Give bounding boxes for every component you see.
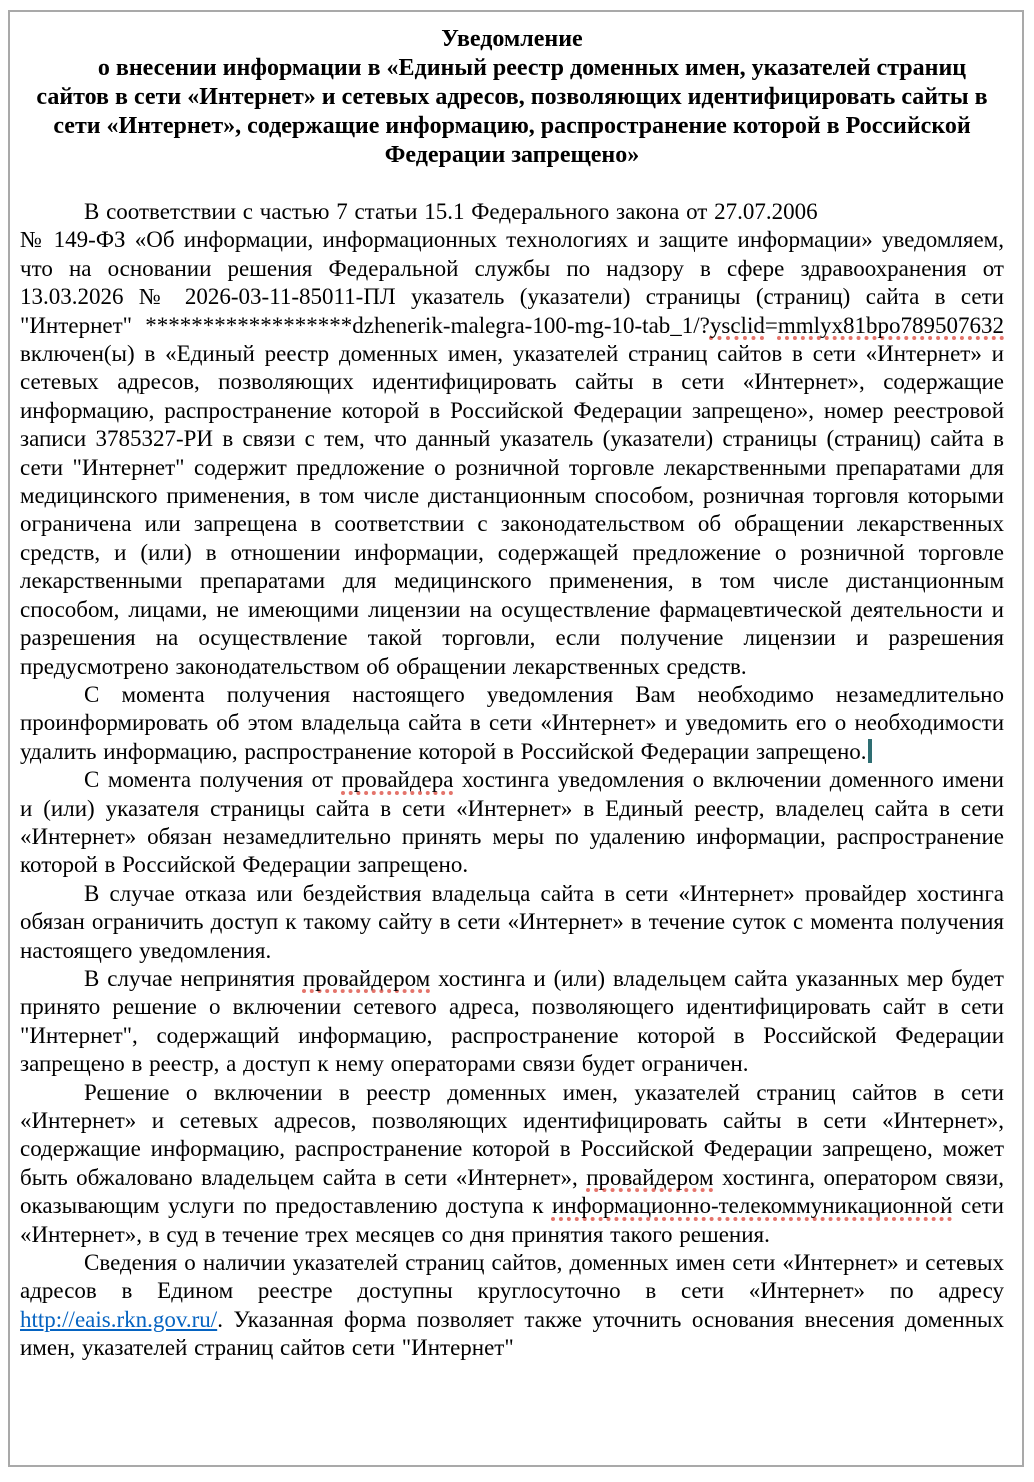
paragraph-hosting-provider-duty — [20, 766, 1004, 880]
spellcheck-marked-text: ysclid — [709, 312, 765, 338]
text-run: . Указанная форма позволяет также уточнить основания внесения доменных имен, указателей страниц сайтов сети "Интернет" — [20, 1306, 1004, 1361]
spellcheck-marked-text: mmlyx81bpo789507632 — [777, 312, 1004, 338]
text-run: включен(ы) в «Единый реестр доменных имен, указателей страниц сайтов в сети «Интернет» и сетевых адресов, позволяющих идентифицировать сайты в сети «Интернет», содержащие информацию, распространение которой в Российской Федерации запрещено», номер реестровой записи 3785327-РИ в связи с тем, что данный указатель (указатели) страницы (страниц) сайта в сети "Интернет" содержит предложение о розничной торговле лекарственными препаратами для медицинского применения, в том числе дистанционным способом, розничная торговля которыми ограничена или запрещена в соответствии с законодательством об обращении лекарственных средств, и (или) в отношении информации, содержащей предложение о розничной торговле лекарственными препаратами для медицинского применения, в том числе дистанционным способом, лицами, не имеющими лицензии на осуществление фармацевтической деятельности и разрешения на осуществление такой торговли, если получение лицензии и разрешения предусмотрено законодательством об обращении лекарственных средств. — [20, 341, 1004, 679]
paragraph-registry-info — [20, 1249, 1004, 1363]
document-title-word: Уведомление — [441, 26, 583, 52]
text-run: В случае отказа или бездействия владельца сайта в сети «Интернет» провайдер хостинга обязан ограничить доступ к такому сайту в сети «Интернет» в течение суток с момента получения настоящего уведомления. — [20, 880, 1004, 963]
spellcheck-marked-text: провайдера — [341, 767, 454, 793]
text-run: хостинга уведомления о включении доменного имени и (или) указателя страницы сайта в сети «Интернет» в Единый реестр, владелец сайта в сети «Интернет» обязан незамедлительно принять меры по удалению информации, распространение которой в Российской Федерации запрещено. — [20, 767, 1004, 878]
document-page[interactable] — [8, 10, 1024, 1467]
text-run: хостинга и (или) владельцем сайта указанных мер будет принято решение о включении сетевого адреса, позволяющего идентифицировать сайт в сети "Интернет", содержащий информацию, распространение которой в Российской Федерации запрещено в реестр, а доступ к нему операторами связи будет ограничен. — [20, 965, 1004, 1077]
eais-registry-link[interactable]: http://eais.rkn.gov.ru/ — [20, 1306, 218, 1332]
paragraph-legal-basis — [20, 198, 1004, 681]
spellcheck-marked-text: провайдером — [586, 1164, 714, 1190]
spellcheck-marked-text: провайдером — [302, 965, 431, 991]
text-run: Решение о включении в реестр доменных имен, указателей страниц сайтов в сети «Интернет» и сетевых адресов, позволяющих идентифицировать сайты в сети «Интернет», содержащие информацию, распространение которой в Российской Федерации запрещено, может быть обжаловано владельцем сайта в сети «Интернет», — [20, 1079, 1004, 1190]
document-title-text: о внесении информации в «Единый реестр доменных имен, указателей страниц сайтов в сети «Интернет» и сетевых адресов, позволяющих идентифицировать сайты в сети «Интернет», содержащие информацию, распространение которой в Российской Федерации запрещено» — [36, 55, 988, 168]
text-run: С момента получения от — [84, 767, 342, 793]
text-run: хостинга, оператором связи, оказывающим услуги по предоставлению доступа к — [20, 1164, 1004, 1219]
text-run: С момента получения настоящего уведомления Вам необходимо незамедлительно проинформировать об этом владельца сайта в сети «Интернет» и уведомить его о необходимости удалить информацию, распространение которой в Российской Федерации запрещено. — [20, 681, 1004, 764]
text-cursor — [868, 739, 872, 763]
spellcheck-marked-text: информационно-телекоммуникационной — [551, 1193, 953, 1219]
paragraph-network-address-inclusion — [20, 965, 1004, 1079]
text-run: В случае непринятия — [84, 965, 303, 991]
text-run: = — [764, 312, 778, 338]
paragraph-owner-notification — [20, 681, 1004, 766]
paragraph-appeal-rights — [20, 1079, 1004, 1249]
text-run: В соответствии с частью 7 статьи 15.1 Федерального закона от 27.07.2006 — [84, 199, 818, 224]
text-run: сети «Интернет», в суд в течение трех месяцев со дня принятия такого решения. — [20, 1193, 1004, 1247]
text-run: № 149-ФЗ «Об информации, информационных технологиях и защите информации» уведомляем, что на основании решения Федеральной службы по надзору в сфере здравоохранения от 13.03.2026 № 2026-03-11-85011-ПЛ указатель (указатели) страницы (страниц) сайта в сети "Интернет" ******************dzhenerik-malegra-100-mg-10-tab_1/? — [20, 227, 1004, 338]
text-run: Сведения о наличии указателей страниц сайтов, доменных имен сети «Интернет» и сетевых адресов в Едином реестре доступны круглосуточно в сети «Интернет» по адресу — [20, 1250, 1004, 1304]
paragraph-refusal-consequences — [20, 880, 1004, 965]
